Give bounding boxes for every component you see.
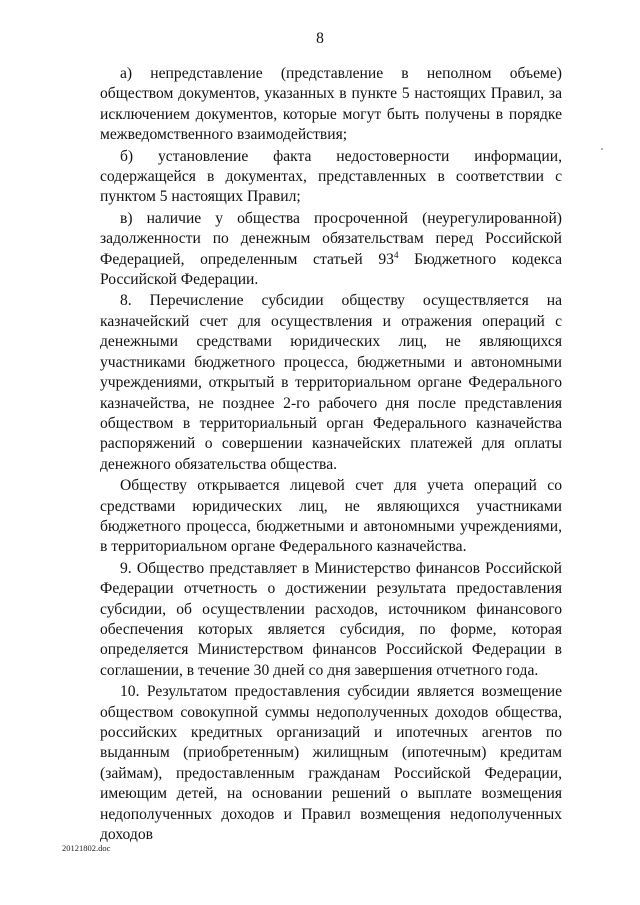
paragraph-8-account: Обществу открывается лицевой счет для учета операций со средствами юридических лиц, не являющихся участниками бюджетного процесса, бюджетными и автономными учреждениями, в территориальном органе Федерального казначейства. bbox=[100, 477, 562, 556]
article-superscript: 4 bbox=[393, 249, 399, 260]
paragraph-9: 9. Общество представляет в Министерство финансов Российской Федерации отчетность о достижении результата предоставления субсидии, об осуществлении расходов, источником финансового обеспечения которых является субсидия, по форме, которая определяется Министерством финансов Российской Федерации в соглашении, в течение 30 дней со дня завершения отчетного года. bbox=[100, 559, 562, 679]
footer-filename: 20121802.doc bbox=[62, 843, 111, 853]
paragraph-v-tail: Бюджетного кодекса Российской Федерации. bbox=[100, 250, 562, 289]
paragraph-v bbox=[100, 209, 562, 291]
document-body bbox=[100, 64, 562, 845]
paragraph-8: 8. Перечисление субсидии обществу осуществляется на казначейский счет для осуществления и отражения операций с денежными средствами юридических лиц, не являющихся участниками бюджетного процесса, бюджетными и автономными учреждениями, открытый в территориальном органе Федерального казначейства, не позднее 2-го рабочего дня после представления обществом в территориальный орган Федерального казначейства распоряжений о совершении казначейских платежей для оплаты денежного обязательства общества. bbox=[100, 292, 562, 473]
paragraph-v-text: в) наличие у общества просроченной (неурегулированной) задолженности по денежным обязательствам перед Российской Федерацией, определенным статьей 93 bbox=[100, 209, 562, 268]
paragraph-10: 10. Результатом предоставления субсидии является возмещение обществом совокупной суммы недополученных доходов общества, российских кредитных организаций и ипотечных агентов по выданным (приобретенным) жилищным (ипотечным) кредитам (займам), предоставленным гражданам Российской Федерации, имеющим детей, на основании решений о выплате возмещения недополученных доходов и Правил возмещения недополученных доходов bbox=[100, 683, 562, 844]
paragraph-b: б) установление факта недостоверности информации, содержащейся в документах, представленных в соответствии с пунктом 5 настоящих Правил; bbox=[100, 147, 562, 206]
page-number: 8 bbox=[316, 30, 324, 47]
scan-speck bbox=[601, 148, 603, 150]
paragraph-a: а) непредставление (представление в неполном объеме) обществом документов, указанных в пункте 5 настоящих Правил, за исключением документов, которые могут быть получены в порядке межведомственного взаимодействия; bbox=[100, 65, 562, 144]
